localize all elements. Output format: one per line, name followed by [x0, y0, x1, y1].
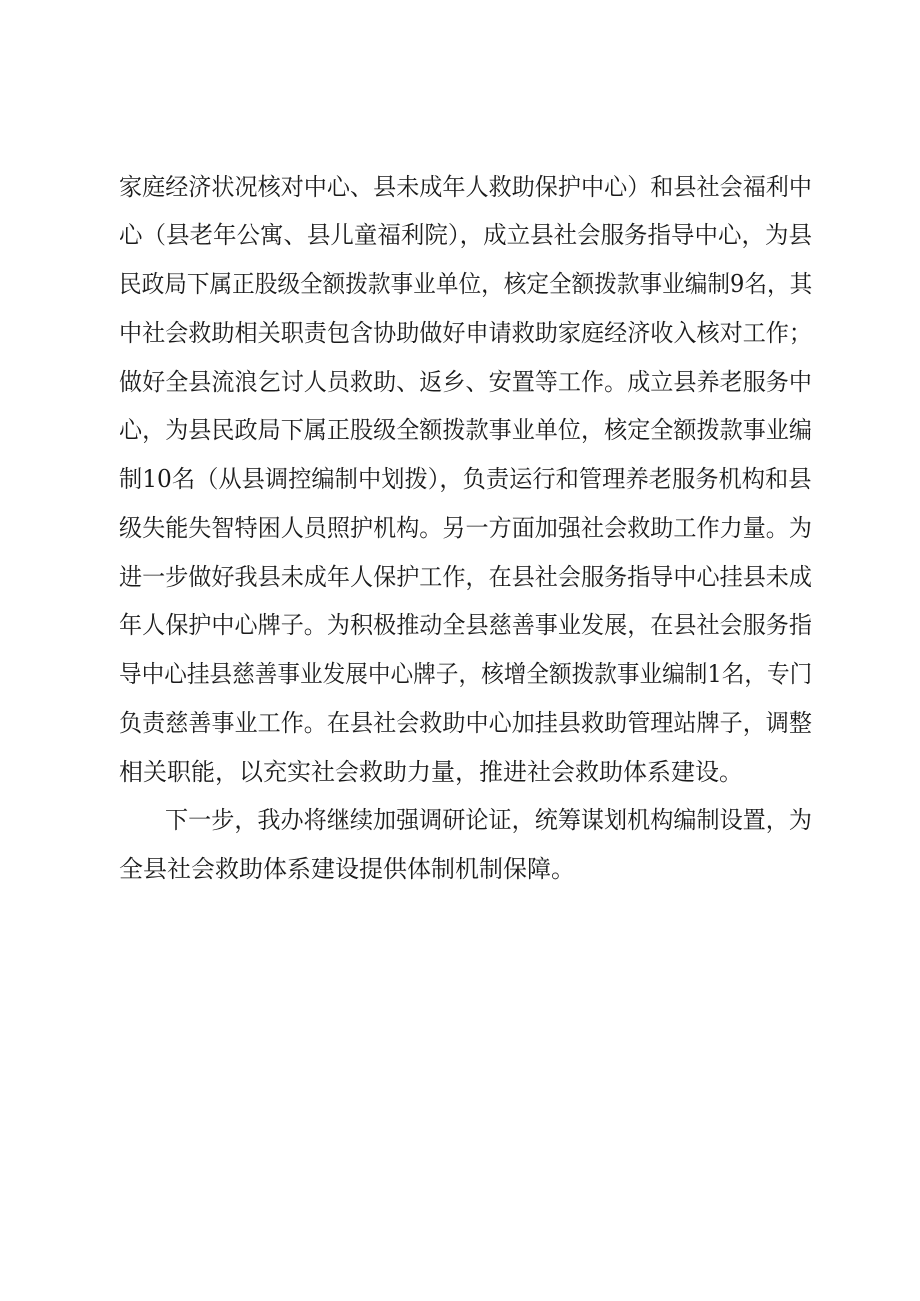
text-line: 全县社会救助体系建设提供体制机制保障。: [119, 855, 575, 883]
text-line: 负责慈善事业工作。在县社会救助中心加挂县救助管理站牌子，调整: [119, 709, 812, 737]
text-line: 做好全县流浪乞讨人员救助、返乡、安置等工作。成立县养老服务中: [119, 368, 812, 396]
text-line: 级失能失智特困人员照护机构。另一方面加强社会救助工作力量。为: [119, 514, 812, 542]
text-line: 家庭经济状况核对中心、县未成年人救助保护中心）和县社会福利中: [119, 173, 812, 201]
text-line: 下一步，我办将继续加强调研论证，统筹谋划机构编制设置，为: [165, 806, 813, 834]
text-line: 中社会救助相关职责包含协助做好申请救助家庭经济收入核对工作；: [119, 319, 812, 347]
text-line: 导中心挂县慈善事业发展中心牌子，核增全额拨款事业编制1名，专门: [119, 660, 813, 688]
text-line: 心，为县民政局下属正股级全额拨款事业单位，核定全额拨款事业编: [119, 416, 812, 444]
text-line: 进一步做好我县未成年人保护工作，在县社会服务指导中心挂县未成: [119, 563, 812, 591]
text-line: 心（县老年公寓、县儿童福利院），成立县社会服务指导中心，为县: [119, 221, 812, 249]
text-line: 相关职能，以充实社会救助力量，推进社会救助体系建设。: [119, 758, 743, 786]
text-line: 年人保护中心牌子。为积极推动全县慈善事业发展，在县社会服务指: [119, 611, 812, 639]
text-line: 制10名（从县调控编制中划拨），负责运行和管理养老服务机构和县: [119, 465, 812, 493]
text-line: 民政局下属正股级全额拨款事业单位，核定全额拨款事业编制9名，其: [119, 270, 813, 298]
